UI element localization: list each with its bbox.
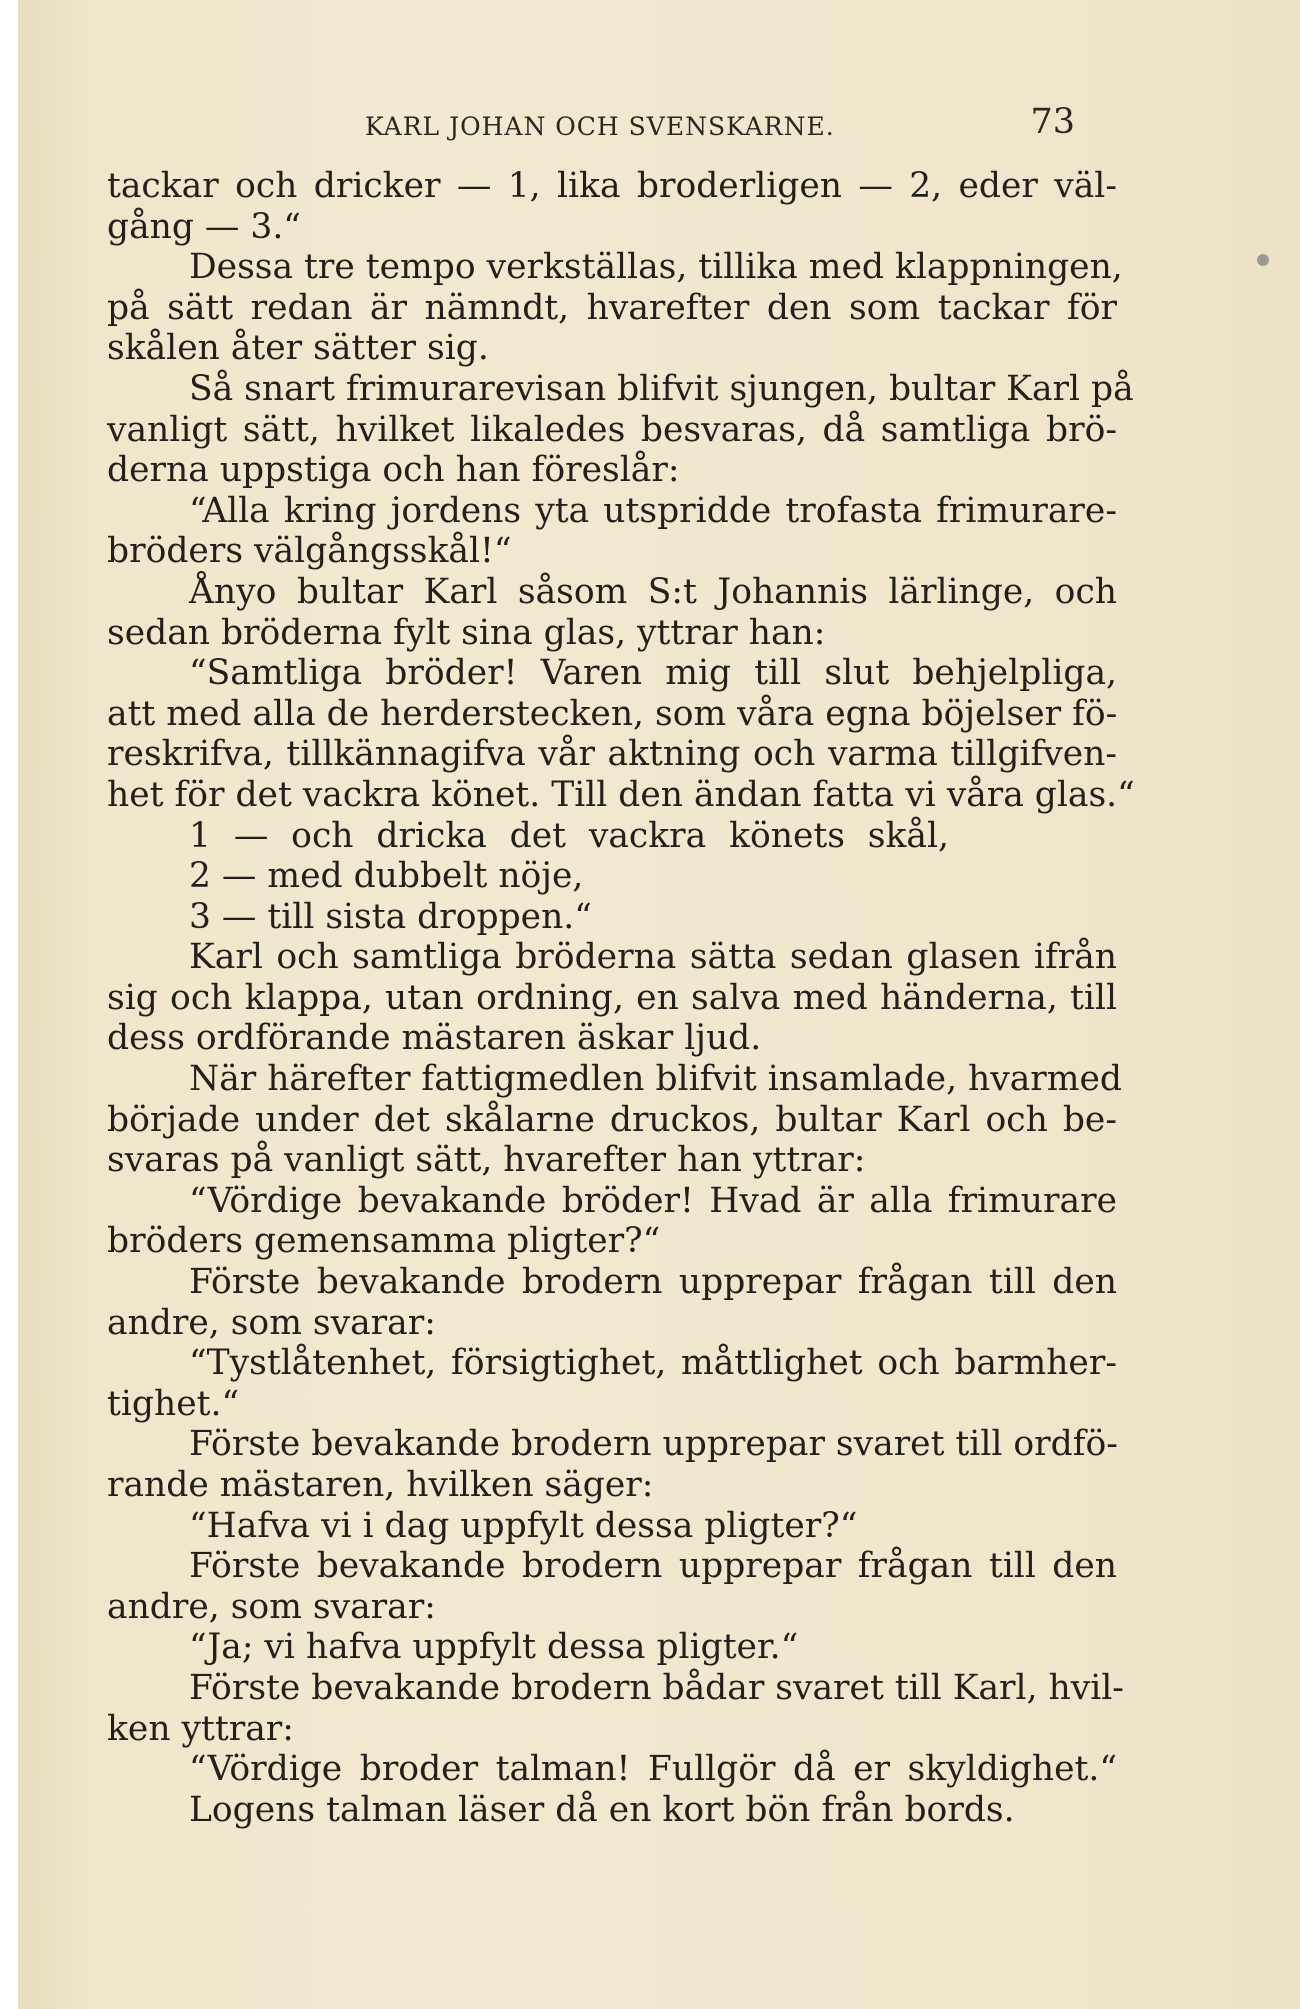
text-line: sig och klappa, utan ordning, en salva med händerna, till [107,977,1117,1018]
text-line: att med alla de herderstecken, som våra egna böjelser fö- [107,693,1118,734]
text-line: het för det vackra könet. Till den ändan fatta vi våra glas.“ [107,774,1135,815]
text-line: tighet.“ [107,1383,240,1424]
text-line: Förste bevakande brodern upprepar frågan till den [189,1546,1117,1587]
text-line: Förste bevakande brodern upprepar frågan till den [189,1262,1117,1303]
text-line: 3 — till sista droppen.“ [189,896,592,937]
text-line: andre, som svarar: [107,1302,436,1343]
text-line: Logens talman läser då en kort bön från bords. [189,1789,1015,1830]
text-line: Ånyo bultar Karl såsom S:t Johannis lärlinge, och [189,571,1117,612]
text-line: “Alla kring jordens yta utspridde trofasta frimurare- [189,490,1117,531]
text-line: ken yttrar: [107,1708,294,1749]
text-line: “Hafva vi i dag uppfylt dessa pligter?“ [189,1505,858,1546]
text-line: Så snart frimurarevisan blifvit sjungen, bultar Karl på [189,368,1134,409]
text-line: skålen åter sätter sig. [107,328,489,369]
text-line: Dessa tre tempo verkställas, tillika med klappningen, [189,247,1123,288]
text-line: “Ja; vi hafva uppfylt dessa pligter.“ [189,1627,799,1668]
page-header [107,100,1107,150]
text-line: “Vördige broder talman! Fullgör då er skyldighet.“ [189,1749,1117,1790]
paper-spot [1257,254,1269,266]
text-line: andre, som svarar: [107,1586,436,1627]
page-number: 73 [1030,102,1075,142]
text-line: rande mästaren, hvilken säger: [107,1465,654,1505]
text-line: sedan bröderna fylt sina glas, yttrar han: [107,612,826,653]
text-line: gång — 3.“ [107,206,301,247]
text-line: bröders välgångsskål!“ [107,531,512,572]
text-line: “Tystlåtenhet, försigtighet, måttlighet och barmher- [189,1343,1117,1384]
text-line: Förste bevakande brodern upprepar svaret till ordfö- [189,1424,1118,1465]
text-line: derna uppstiga och han föreslår: [107,450,680,491]
text-line: 2 — med dubbelt nöje, [189,856,584,897]
text-line: “Samtliga bröder! Varen mig till slut behjelpliga, [189,653,1117,694]
text-line: dess ordförande mästaren äskar ljud. [107,1018,762,1059]
text-line: 1 — och dricka det vackra könets skål, [189,815,949,856]
text-line: tackar och dricker — 1, lika broderligen — 2, eder väl- [107,166,1117,206]
text-line: vanligt sätt, hvilket likaledes besvaras, då samtliga brö- [107,409,1117,450]
text-line: svaras på vanligt sätt, hvarefter han yttrar: [107,1140,866,1181]
text-line: började under det skålarne druckos, bultar Karl och be- [107,1099,1117,1140]
text-line: Karl och samtliga bröderna sätta sedan glasen ifrån [189,937,1117,978]
text-line: på sätt redan är nämndt, hvarefter den som tackar för [107,287,1117,328]
text-line: reskrifva, tillkännagifva vår aktning och varma tillgifven- [107,734,1117,775]
running-title: KARL JOHAN OCH SVENSKARNE. [365,112,835,141]
text-line: Förste bevakande brodern bådar svaret till Karl, hvil- [189,1667,1124,1708]
text-line: “Vördige bevakande bröder! Hvad är alla frimurare [189,1180,1117,1221]
text-line: När härefter fattigmedlen blifvit insamlade, hvarmed [189,1059,1122,1100]
body-text [107,166,1135,1830]
text-line: bröders gemensamma pligter?“ [107,1221,661,1262]
